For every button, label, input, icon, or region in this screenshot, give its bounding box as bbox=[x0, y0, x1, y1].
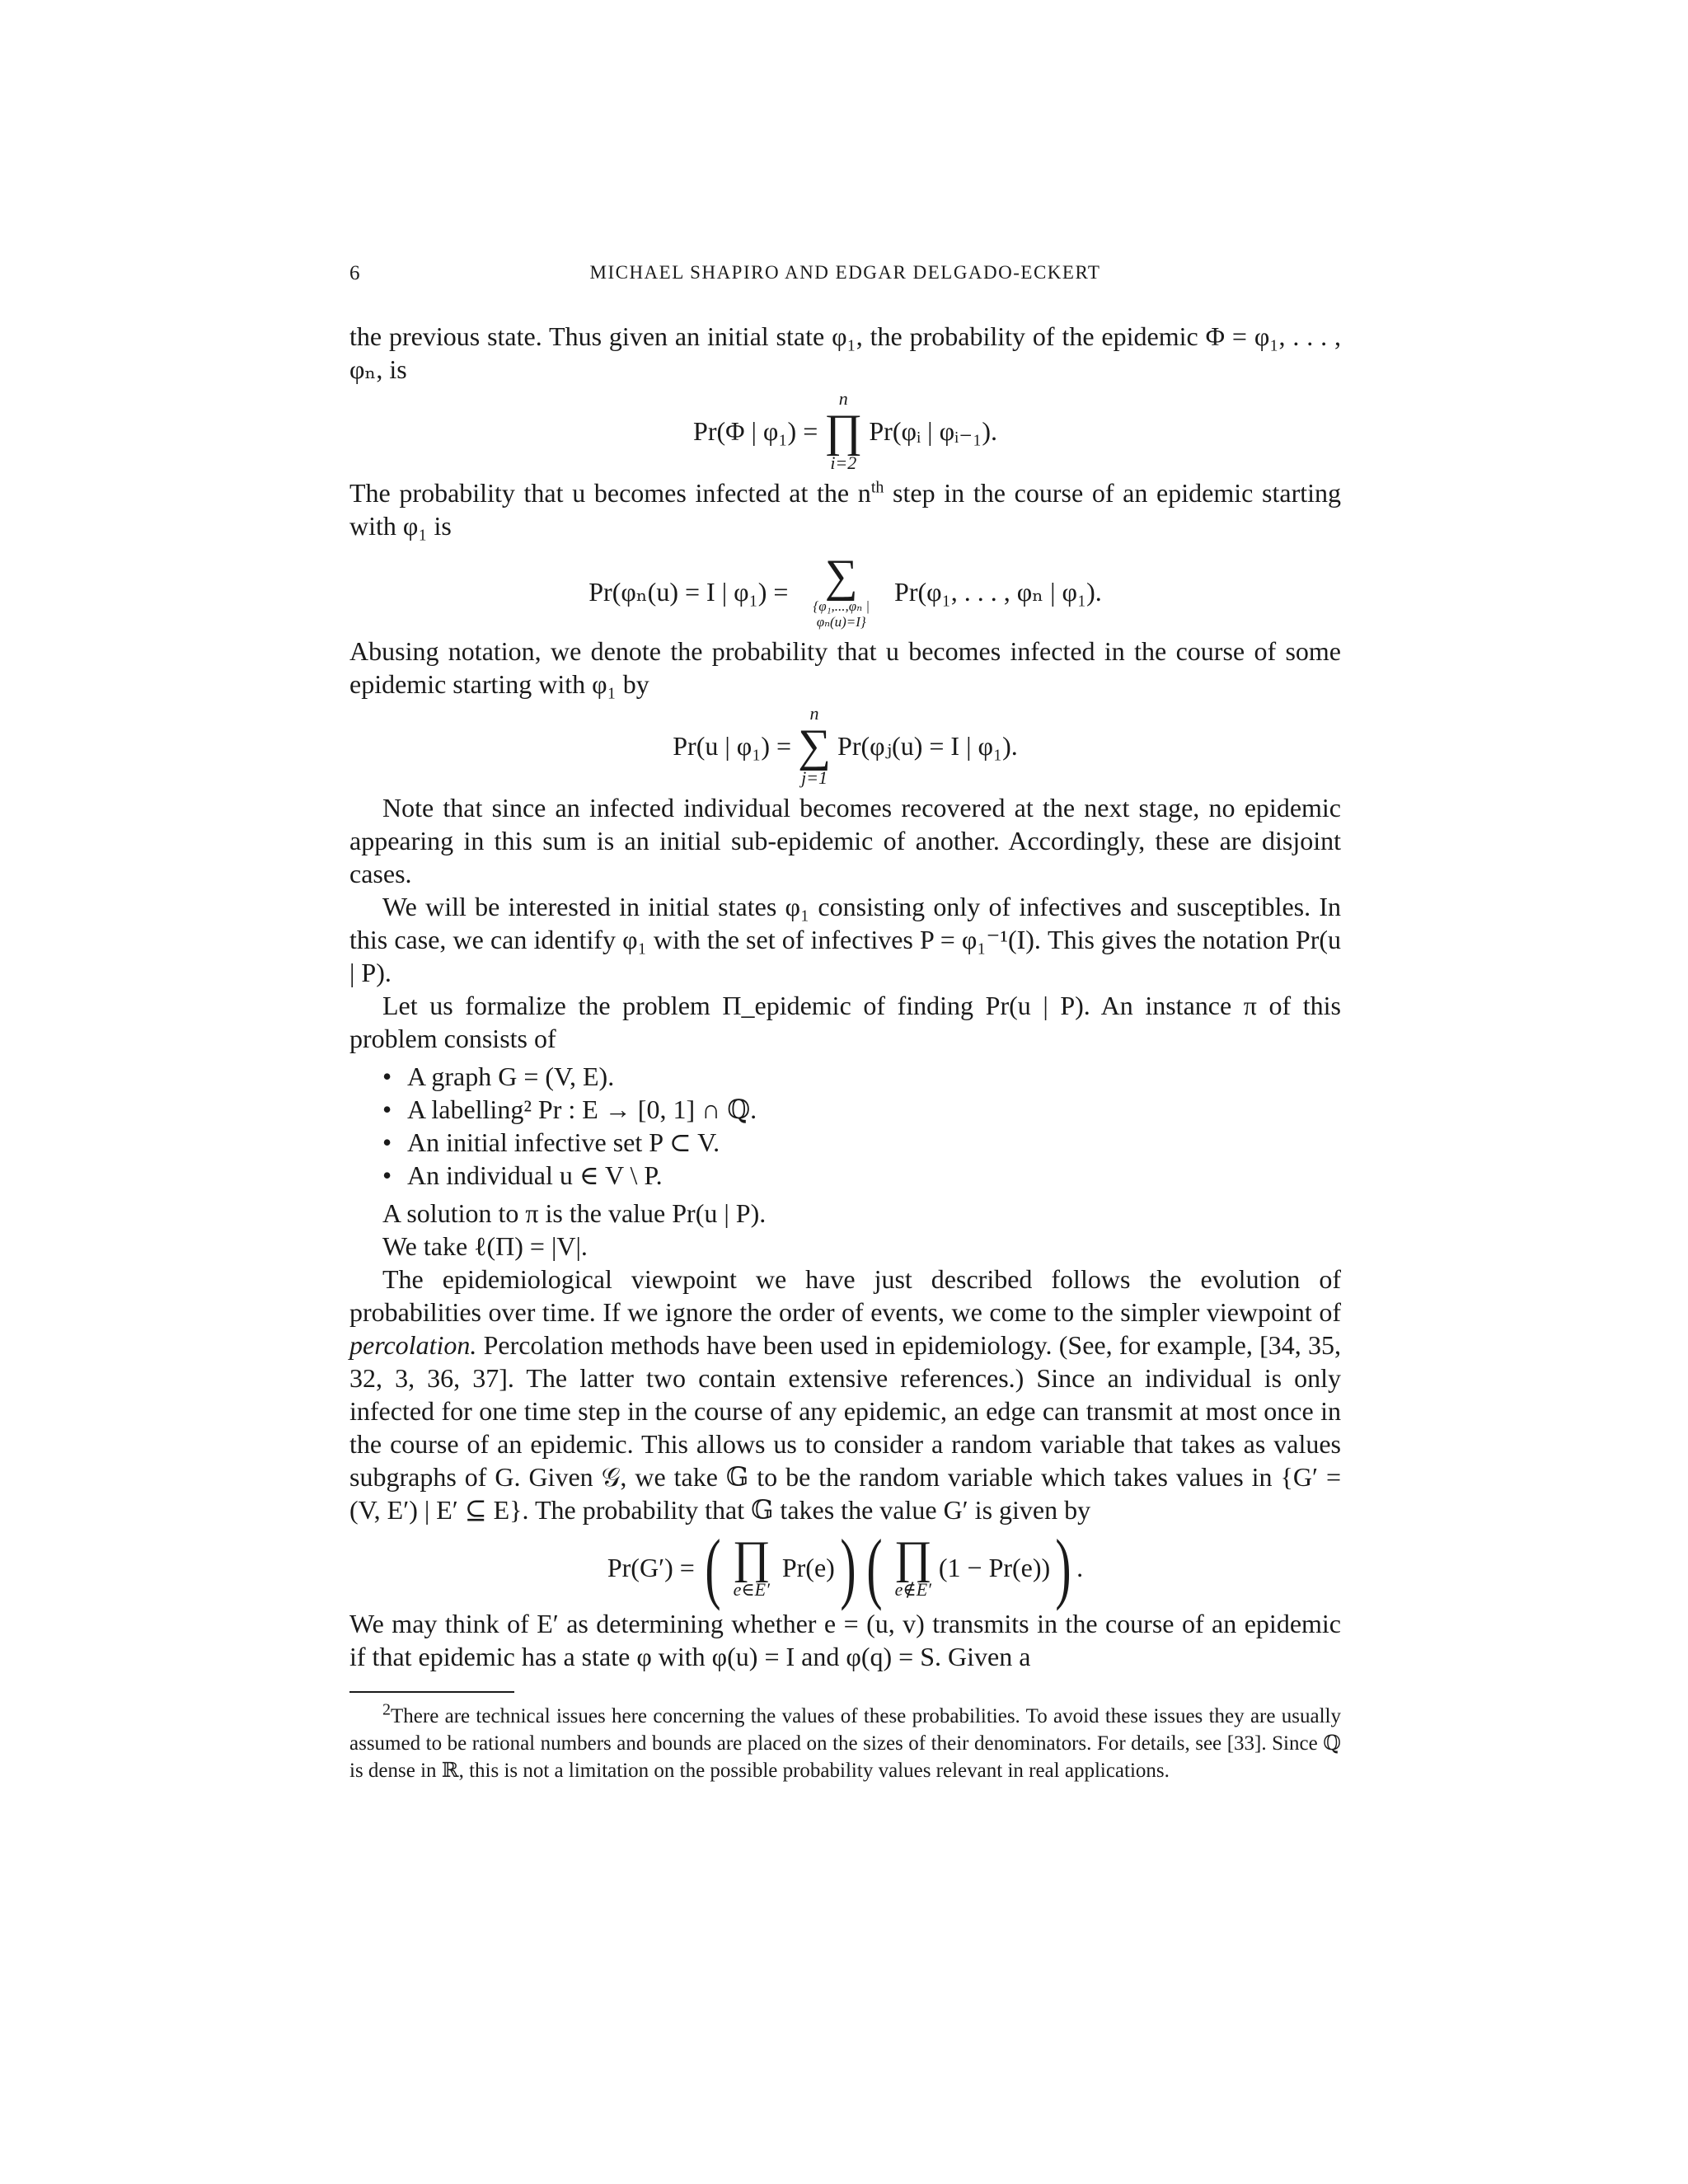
paragraph-abusing-notation: Abusing notation, we denote the probability that u becomes infected in the course of some epidemic starting with φ₁ by bbox=[349, 636, 1341, 699]
p9-text-b: Percolation methods have been used in epidemiology. (See, for example, [34, 35, 32, 3, 36, 37]. The latter two contain extensive references.) Since an individual is only infected for one time step in the course of any epidemic, an edge can transmit at most once in the course of an epidemic. This allows us to consider a random variable that takes as values subgraphs of G. Given 𝒢, we take 𝔾 to be the random variable which takes values in {G′ = (V, E′) | E′ ⊆ E}. The probability that 𝔾 takes the value G′ is given by bbox=[349, 1330, 1341, 1525]
equation-graph-probability bbox=[349, 1523, 1341, 1611]
eq1-lhs: Pr(Φ | φ₁) = bbox=[693, 416, 818, 446]
p9-emphasis: percolation. bbox=[349, 1330, 477, 1360]
paragraph-solution: A solution to π is the value Pr(u | P). bbox=[382, 1198, 767, 1228]
p2-text-a: The probability that u becomes infected at the n bbox=[349, 478, 871, 508]
left-paren: ( bbox=[866, 1523, 883, 1611]
equation-sum-states bbox=[349, 551, 1341, 630]
eq4-lhs: Pr(G′) = bbox=[607, 1553, 695, 1582]
eq3-rhs: Pr(φⱼ(u) = I | φ₁). bbox=[837, 731, 1018, 761]
eq4-term-in: Pr(e) bbox=[781, 1553, 835, 1582]
eq4-lower-limit-in: e∈E′ bbox=[733, 1579, 770, 1600]
left-paren: ( bbox=[705, 1523, 721, 1611]
list-item: • A graph G = (V, E). bbox=[382, 1060, 1341, 1093]
paragraph-edge-transmission: We may think of E′ as determining whether e = (u, v) transmits in the course of an epidemic if that epidemic has a state φ with φ(u) = I and φ(q) = S. Given a bbox=[349, 1609, 1341, 1671]
instance-list bbox=[382, 1060, 1341, 1192]
eq1-rhs: Pr(φᵢ | φᵢ₋₁). bbox=[869, 416, 997, 446]
footnote bbox=[349, 1700, 1341, 1784]
right-paren: ) bbox=[1055, 1523, 1071, 1611]
eq3-lower-limit: j=1 bbox=[801, 767, 828, 788]
page-body bbox=[349, 320, 1341, 1784]
p2-text-b: step in the course of an epidemic starting with φ₁ is bbox=[349, 478, 1342, 541]
paragraph-initial-states: We will be interested in initial states φ₁ consisting only of infectives and susceptibles. In this case, we can identify φ₁ with the set of infectives P = φ₁⁻¹(I). This gives the notation Pr(u | P). bbox=[349, 892, 1341, 987]
equation-product bbox=[349, 389, 1341, 473]
p9-text-a: The epidemiological viewpoint we have just described follows the evolution of probabilities over time. If we ignore the order of events, we come to the simpler viewpoint of bbox=[349, 1264, 1341, 1327]
eq2-lower-limit-1: {φ₁,...,φₙ | bbox=[813, 598, 870, 614]
paragraph-nth-step bbox=[349, 476, 1341, 542]
page-header bbox=[349, 262, 1341, 290]
sum-operator-j bbox=[798, 704, 831, 788]
footnote-rule bbox=[349, 1691, 514, 1693]
list-item: • An individual u ∈ V \ P. bbox=[382, 1159, 1341, 1192]
right-paren: ) bbox=[840, 1523, 856, 1611]
paper-page bbox=[349, 0, 1341, 2184]
eq2-rhs: Pr(φ₁, . . . , φₙ | φ₁). bbox=[894, 577, 1102, 607]
sum-operator bbox=[813, 551, 870, 630]
product-symbol-out: ∏ bbox=[893, 1532, 932, 1583]
product-symbol-in: ∏ bbox=[732, 1532, 771, 1583]
page-number: 6 bbox=[349, 262, 360, 284]
list-item: • A labelling² Pr : E → [0, 1] ∩ ℚ. bbox=[382, 1093, 1341, 1126]
eq3-lhs: Pr(u | φ₁) = bbox=[673, 731, 792, 761]
sum-symbol: ∑ bbox=[824, 551, 858, 602]
eq1-lower-limit: i=2 bbox=[830, 452, 857, 473]
paragraph-formalize: Let us formalize the problem Π_epidemic of finding Pr(u | P). An instance π of this problem consists of bbox=[349, 991, 1341, 1053]
eq4-end: . bbox=[1076, 1553, 1084, 1582]
list-item: • An initial infective set P ⊂ V. bbox=[382, 1126, 1341, 1159]
sum-symbol-j: ∑ bbox=[798, 720, 832, 771]
eq1-upper-limit: n bbox=[838, 388, 848, 409]
eq4-term-out: (1 − Pr(e)) bbox=[938, 1553, 1051, 1582]
eq2-lhs: Pr(φₙ(u) = I | φ₁) = bbox=[588, 577, 789, 607]
equation-sum-j bbox=[349, 704, 1341, 788]
p2-superscript: th bbox=[870, 478, 884, 497]
paragraph-length: We take ℓ(Π) = |V|. bbox=[382, 1231, 588, 1261]
running-head: MICHAEL SHAPIRO AND EDGAR DELGADO-ECKERT bbox=[589, 262, 1101, 283]
product-symbol: ∏ bbox=[824, 405, 863, 457]
paragraph-percolation bbox=[349, 1263, 1341, 1526]
product-operator-edges-in bbox=[732, 1532, 771, 1600]
product-operator bbox=[824, 389, 862, 473]
product-operator-edges-out bbox=[893, 1532, 932, 1600]
footnote-mark: 2 bbox=[382, 1700, 391, 1719]
footnote-text: There are technical issues here concerning the values of these probabilities. To avoid these issues they are usually assumed to be rational numbers and bounds are placed on the sizes of their denominators. For details, see [33]. Since ℚ is dense in ℝ, this is not a limitation on the possible probability values relevant in real applications. bbox=[349, 1705, 1341, 1782]
paragraph-previous-state: the previous state. Thus given an initial state φ₁, the probability of the epidemic Φ = φ₁, . . . , φₙ, is bbox=[349, 321, 1341, 384]
eq2-lower-limit-2: φₙ(u)=I} bbox=[816, 614, 866, 630]
eq3-upper-limit: n bbox=[809, 703, 819, 724]
eq4-lower-limit-out: e∉E′ bbox=[894, 1579, 931, 1600]
paragraph-disjoint-cases: Note that since an infected individual becomes recovered at the next stage, no epidemic appearing in this sum is an initial sub-epidemic of another. Accordingly, these are disjoint cases. bbox=[349, 793, 1341, 888]
